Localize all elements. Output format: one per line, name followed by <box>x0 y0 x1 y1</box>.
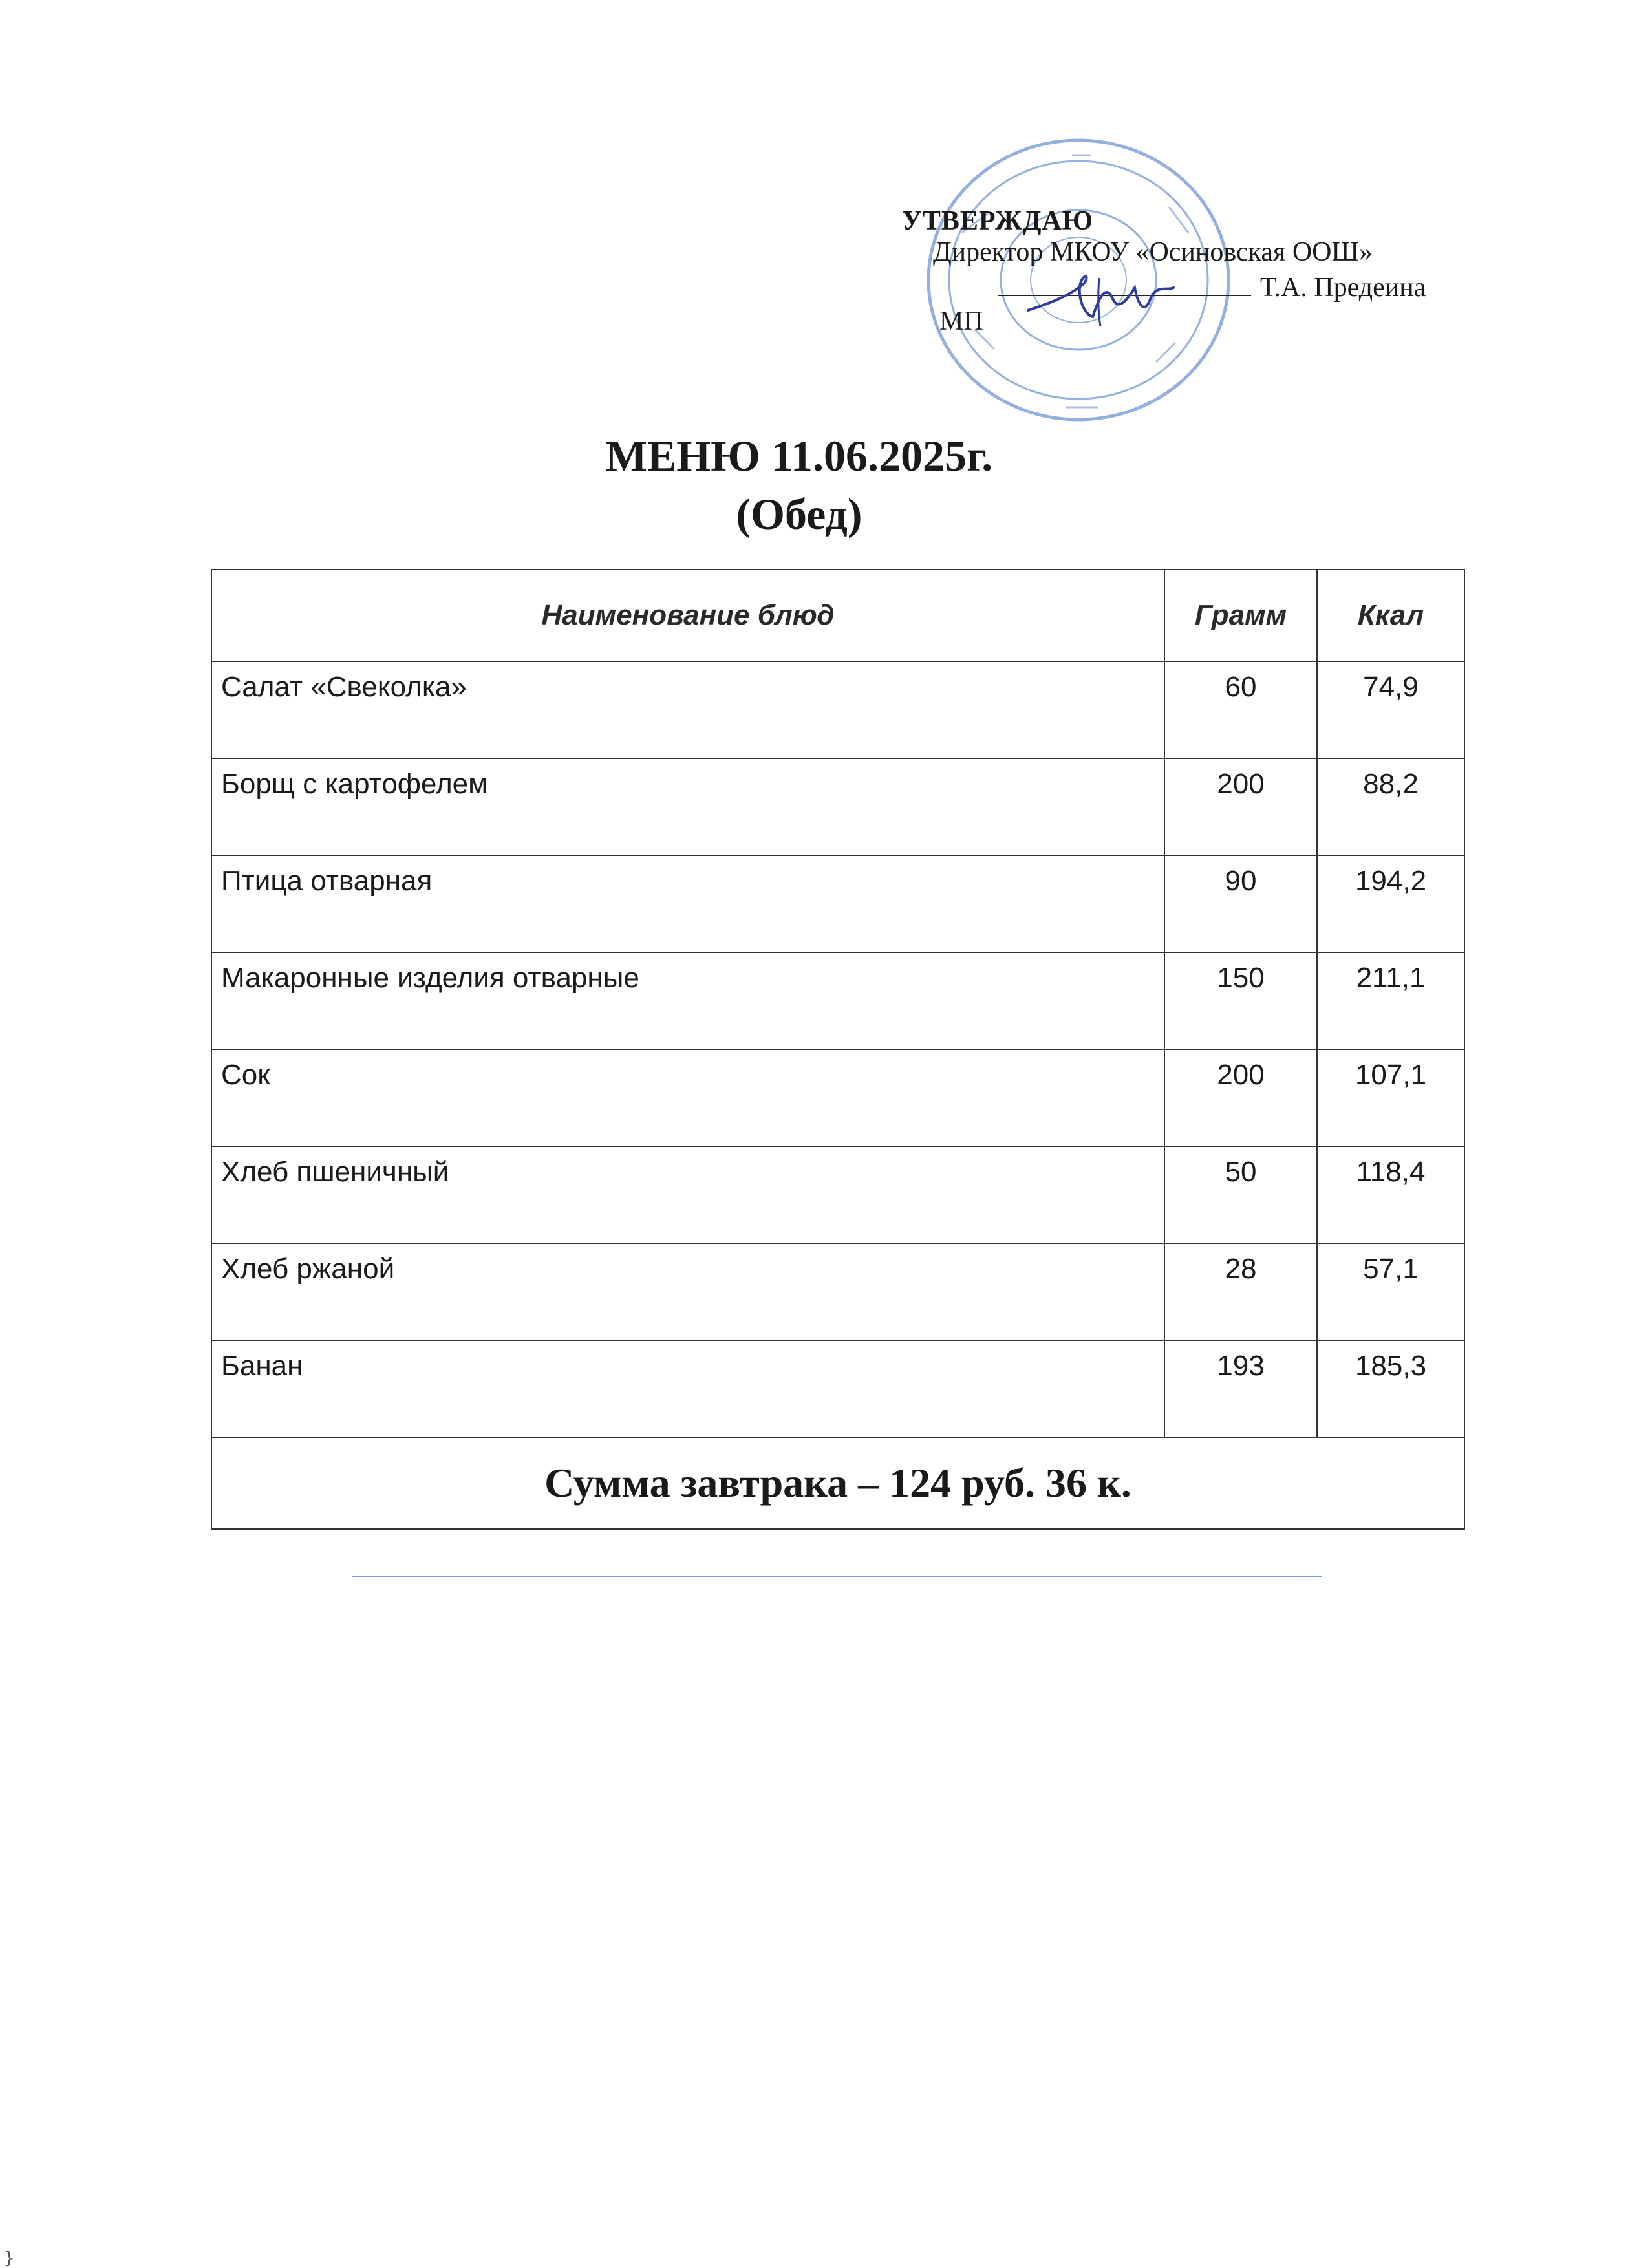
menu-subtitle: (Обед) <box>736 489 862 539</box>
dish-grams: 90 <box>1164 855 1317 952</box>
dish-name: Птица отварная <box>211 855 1164 952</box>
dish-grams: 50 <box>1164 1146 1317 1243</box>
dish-grams: 28 <box>1164 1243 1317 1340</box>
approval-block <box>902 206 1484 337</box>
menu-title: МЕНЮ 11.06.2025г. <box>605 431 993 480</box>
dish-grams: 60 <box>1164 661 1317 758</box>
table-row <box>211 1146 1464 1243</box>
table-header-row <box>211 570 1464 661</box>
total-row <box>211 1437 1464 1529</box>
dish-kcal: 88,2 <box>1317 758 1464 855</box>
director-line: Директор МКОУ «Осиновская ООШ» <box>933 237 1373 267</box>
dish-kcal: 74,9 <box>1317 661 1464 758</box>
dish-kcal: 57,1 <box>1317 1243 1464 1340</box>
approval-title: УТВЕРЖДАЮ <box>902 206 1094 236</box>
dish-grams: 200 <box>1164 1049 1317 1146</box>
dish-grams: 200 <box>1164 758 1317 855</box>
dish-kcal: 211,1 <box>1317 952 1464 1049</box>
table-row <box>211 758 1464 855</box>
mp-label: МП <box>939 306 983 336</box>
menu-table <box>211 569 1465 1530</box>
dish-kcal: 185,3 <box>1317 1340 1464 1437</box>
corner-mark: } <box>4 2249 15 2268</box>
table-row <box>211 1340 1464 1437</box>
dish-grams: 193 <box>1164 1340 1317 1437</box>
column-header-dish: Наименование блюд <box>211 570 1164 661</box>
dish-kcal: 118,4 <box>1317 1146 1464 1243</box>
table-row <box>211 1049 1464 1146</box>
dish-name: Макаронные изделия отварные <box>211 952 1164 1049</box>
dish-name: Борщ с картофелем <box>211 758 1164 855</box>
dish-grams: 150 <box>1164 952 1317 1049</box>
handwritten-signature <box>1022 259 1177 336</box>
column-header-kcal: Ккал <box>1317 570 1464 661</box>
dish-name: Банан <box>211 1340 1164 1437</box>
dish-kcal: 107,1 <box>1317 1049 1464 1146</box>
table-row <box>211 855 1464 952</box>
dish-kcal: 194,2 <box>1317 855 1464 952</box>
table-row <box>211 1243 1464 1340</box>
dish-name: Сок <box>211 1049 1164 1146</box>
dish-name: Хлеб ржаной <box>211 1243 1164 1340</box>
table-row <box>211 952 1464 1049</box>
director-name: Т.А. Предеина <box>1260 273 1426 303</box>
dish-name: Салат «Свеколка» <box>211 661 1164 758</box>
total-cost: Сумма завтрака – 124 руб. 36 к. <box>211 1437 1464 1529</box>
dish-name: Хлеб пшеничный <box>211 1146 1164 1243</box>
scan-line <box>352 1576 1322 1577</box>
table-row <box>211 661 1464 758</box>
column-header-grams: Грамм <box>1164 570 1317 661</box>
